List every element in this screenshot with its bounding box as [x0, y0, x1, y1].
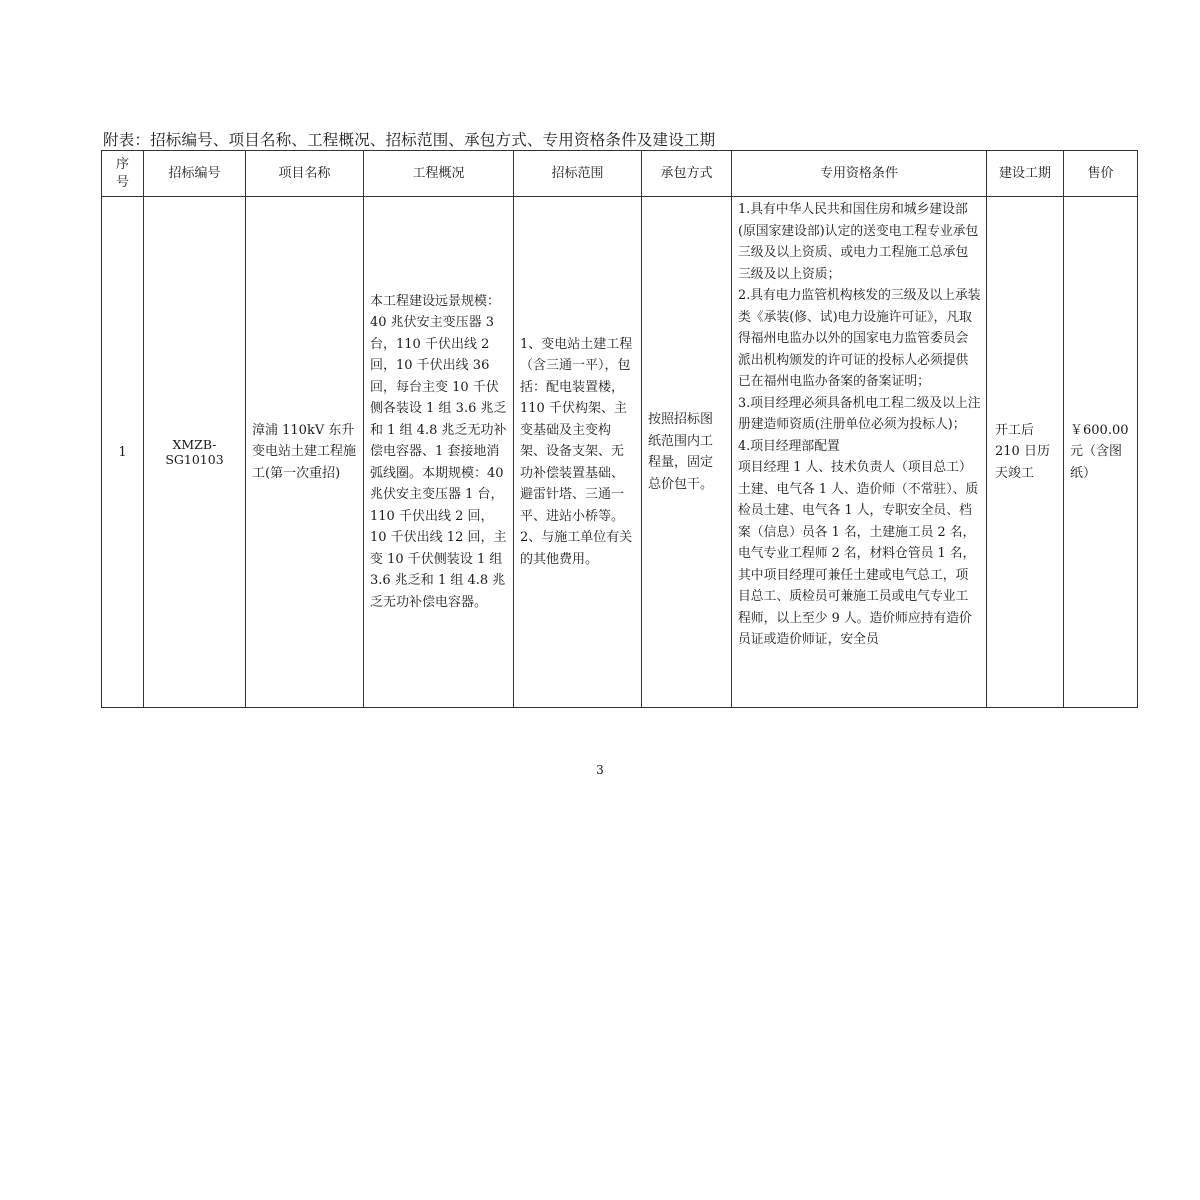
cell-seq: 1	[102, 197, 144, 708]
cell-scope	[514, 197, 642, 708]
price-text: ￥600.00 元（含图纸）	[1070, 422, 1129, 481]
cell-price	[1064, 197, 1138, 708]
cell-overview	[364, 197, 514, 708]
bid-table	[101, 150, 1138, 708]
header-qualification: 专用资格条件	[732, 151, 987, 197]
table-header-row	[102, 151, 1138, 197]
table-caption: 附表：招标编号、项目名称、工程概况、招标范围、承包方式、专用资格条件及建设工期	[103, 131, 716, 149]
table-row	[102, 197, 1138, 708]
cell-contract	[642, 197, 732, 708]
qualification-item: 4.项目经理部配置	[738, 438, 840, 454]
project-name-text: 漳浦 110kV 东升变电站土建工程施工(第一次重招)	[252, 422, 357, 481]
qualification-item: 1.具有中华人民共和国住房和城乡建设部(原国家建设部)认定的送变电工程专业承包三级及以上资质、或电力工程施工总承包三级及以上资质；	[738, 202, 979, 282]
qualification-item: 2.具有电力监管机构核发的三级及以上承装类《承装(修、试)电力设施许可证》，凡取得福州电监办以外的国家电力监管委员会派出机构颁发的许可证的投标人必须提供已在福州电监办备案的备案证明；	[738, 288, 981, 389]
header-overview: 工程概况	[364, 151, 514, 197]
header-seq: 序号	[102, 151, 144, 197]
qualification-item: 项目经理 1 人、技术负责人（项目总工）土建、电气各 1 人、造价师（不常驻）、质检员土建、电气各 1 人，专职安全员、档案（信息）员各 1 名，土建施工员 2 名，电气专业工程师 2 名，材料仓管员 1 名，其中项目经理可兼任土建或电气总工，项目总工、质检员可兼施工员或电气专业工程师，以上至少 9 人。造价师应持有造价员证或造价师证，安全员	[738, 460, 979, 647]
cell-period	[987, 197, 1064, 708]
contract-text: 按照招标图纸范围内工程量，固定总价包干。	[648, 412, 714, 492]
scope-text: 1、变电站土建工程（含三通一平），包括：配电装置楼，110 千伏构架、主变基础及主变构架、设备支架、无功补偿装置基础、避雷针塔、三通一平、进站小桥等。2、与施工单位有关的其他费用。	[520, 336, 633, 567]
cell-name	[246, 197, 364, 708]
qualification-item: 3.项目经理必须具备机电工程二级及以上注册建造师资质(注册单位必须为投标人)；	[738, 395, 981, 432]
period-text: 开工后 210 日历天竣工	[995, 422, 1050, 481]
qualification-text	[732, 197, 986, 707]
cell-code: XMZB-SG10103	[144, 197, 246, 708]
cell-qualification	[732, 197, 987, 708]
header-name: 项目名称	[246, 151, 364, 197]
header-scope: 招标范围	[514, 151, 642, 197]
header-contract: 承包方式	[642, 151, 732, 197]
overview-text: 本工程建设远景规模：40 兆伏安主变压器 3 台，110 千伏出线 2 回，10 千伏出线 36 回，每台主变 10 千伏侧各装设 1 组 3.6 兆乏和 1 组 4.8 兆乏无功补偿电容器、1 套接地消弧线圈。本期规模：40 兆伏安主变压器 1 台，110 千伏出线 2 回，10 千伏出线 12 回，主变 10 千伏侧装设 1 组 3.6 兆乏和 1 组 4.8 兆乏无功补偿电容器。	[370, 293, 507, 610]
header-price: 售价	[1064, 151, 1138, 197]
header-code: 招标编号	[144, 151, 246, 197]
page-number: 3	[596, 763, 604, 777]
header-period: 建设工期	[987, 151, 1064, 197]
